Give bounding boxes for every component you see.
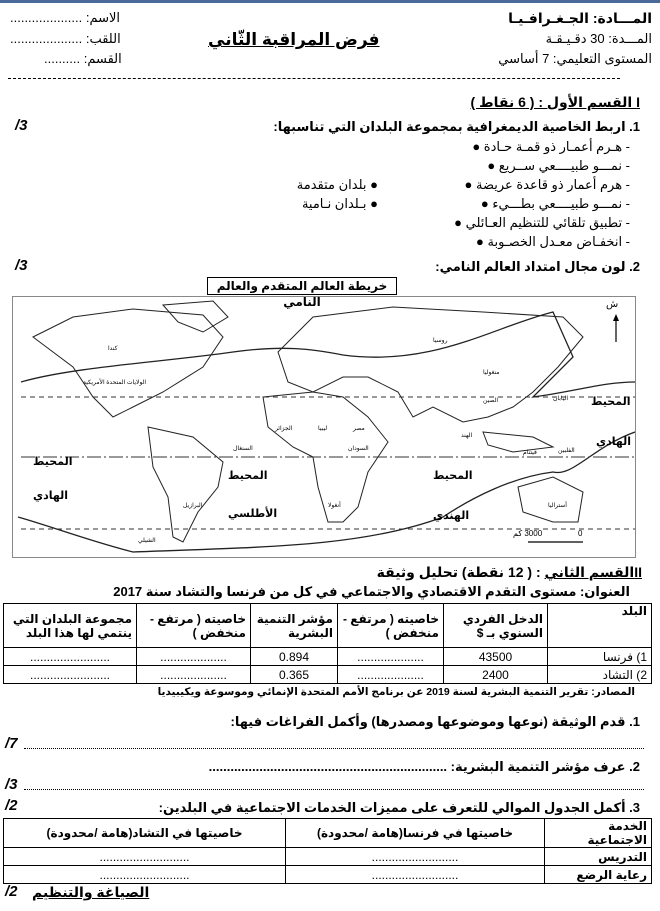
cell-blank[interactable]: .......................... <box>286 848 545 866</box>
label-india: الهند <box>461 433 473 439</box>
ocean-indian: الهندي <box>433 510 470 522</box>
table-row <box>4 648 652 666</box>
cell-country: 1) فرنسا <box>548 648 652 666</box>
cell-blank[interactable]: .................... <box>338 666 444 684</box>
ocean-atlantic: المحيط <box>228 470 268 482</box>
match-item[interactable]: - هرم أعمار ذو قاعدة عريضة ● <box>464 177 630 192</box>
label-senegal: السنغال <box>233 446 253 452</box>
label-chile: الشيلي <box>138 538 156 544</box>
north-america-shape <box>33 309 223 417</box>
match-target-developing[interactable]: ● بـلدان نـامية <box>301 196 378 211</box>
label-mongolia: منغوليا <box>483 370 500 376</box>
world-map[interactable] <box>12 296 636 558</box>
cell-service: التدريس <box>545 848 652 866</box>
th-hdi: مؤشر التنمية البشرية <box>251 604 338 648</box>
cell-country: 2) التشاد <box>548 666 652 684</box>
indonesia-shape <box>483 432 553 452</box>
match-item[interactable]: - انخفـاض معـدل الخصـوبة ● <box>476 234 630 249</box>
europe-asia-shape <box>278 307 583 422</box>
cell-blank[interactable]: ........................ <box>4 648 137 666</box>
th-country: البلد <box>548 604 652 648</box>
cell-blank[interactable]: ........................... <box>4 866 286 884</box>
s2-q2-text[interactable]: 2. عرف مؤشر التنمية البشرية: .................................................................. <box>208 759 640 774</box>
label-russia: روسيا <box>433 338 448 344</box>
s2-q1-text: 1. قدم الوثيقة (نوعها وموضوعها ومصدرها) وأكمل الفراغات فيها: <box>230 714 640 729</box>
footer-label: الصياغة والتنظيم <box>32 884 150 900</box>
th-france: خاصيتها في فرنسا(هامة /محدودة) <box>286 819 545 848</box>
cell-blank[interactable]: .................... <box>137 648 251 666</box>
divider <box>8 78 620 79</box>
label-canada: كندا <box>108 346 118 352</box>
class-field[interactable]: القسم: .......... <box>44 51 122 66</box>
name-field[interactable]: الاسم: .................... <box>10 10 121 25</box>
scale-label: 3000 كم <box>513 529 543 538</box>
cell-blank[interactable]: .................... <box>338 648 444 666</box>
cell-hdi: 0.894 <box>251 648 338 666</box>
label-vietnam: فيتنام <box>523 450 537 456</box>
footer-mark: /2 <box>5 883 18 900</box>
ocean-pacific-right: الهادي <box>596 436 632 448</box>
th-group: مجموعة البلدان التي ينتمي لها هذا البلد <box>4 604 137 648</box>
label-angola: أنغولا <box>328 503 341 509</box>
label-philippines: الفلبين <box>558 448 575 454</box>
cell-income: 2400 <box>444 666 548 684</box>
scale-zero: 0 <box>578 529 583 538</box>
ocean-pacific-right: المحيط <box>591 396 631 408</box>
development-table <box>3 603 652 684</box>
greenland-shape <box>163 301 228 332</box>
label-china: الصين <box>483 398 499 404</box>
label-algeria: الجزائر <box>275 426 293 432</box>
answer-line[interactable] <box>24 789 644 790</box>
south-america-shape <box>148 427 223 542</box>
cell-income: 43500 <box>444 648 548 666</box>
section2-label: IIالقسم الثاني <box>544 564 642 580</box>
q2-text: 2. لون مجال امتداد العالم النامي: <box>435 259 640 274</box>
section2-heading <box>377 564 642 581</box>
match-item[interactable]: - هـرم أعمـار ذو قمـة حـادة ● <box>472 139 630 154</box>
answer-line[interactable] <box>24 748 644 749</box>
services-table <box>3 818 652 884</box>
th-income: الدخل الفردي السنوي بـ $ <box>444 604 548 648</box>
match-item[interactable]: - نمـــو طبيــــعي بطـــيء ● <box>480 196 630 211</box>
label-japan: اليابان <box>553 396 569 402</box>
section1-heading: I القسم الأول : ( 6 نقاط ) <box>470 94 640 110</box>
cell-blank[interactable]: ........................ <box>4 666 137 684</box>
label-libya: ليبيا <box>318 426 328 432</box>
section2-rest: : ( 12 نقطة) تحليل وثيقة <box>376 564 541 580</box>
table-row <box>4 866 652 884</box>
th-income-trait: خاصيته ( مرتفع - منخفض ) <box>338 604 444 648</box>
s2-q3-text: 3. أكمل الجدول الموالي للتعرف على مميزات الخدمات الاجتماعية في البلدين: <box>158 800 640 815</box>
duration: المـــدة: 30 دقـيـقـة <box>545 31 652 46</box>
match-item[interactable]: - تطبيق تلقائي للتنظيم العـائلي ● <box>454 215 630 230</box>
th-hdi-trait: خاصيته ( مرتفع - منخفض ) <box>137 604 251 648</box>
s2-q1-mark: /7 <box>5 735 18 752</box>
ocean-indian: المحيط <box>433 470 473 482</box>
q2-mark: /3 <box>15 257 28 274</box>
surname-field[interactable]: اللقب: .................... <box>10 31 121 46</box>
q1-text: 1. اربط الخاصية الديمغرافية بمجموعة البلدان التي تناسبها: <box>273 119 640 134</box>
document-title: العنوان: مستوى التقدم الاقتصادي والاجتماعي في كل من فرنسا والتشاد سنة 2017 <box>113 584 630 599</box>
page-title: فرض المراقبة الثّاني <box>208 30 380 49</box>
level: المستوى التعليمي: 7 أساسي <box>498 51 652 66</box>
label-australia: أستراليا <box>548 503 567 509</box>
label-usa: الولايات المتحدة الأمريكية <box>83 380 147 386</box>
ocean-atlantic: الأطلسي <box>228 508 278 520</box>
ocean-pacific-left: المحيط <box>33 456 73 468</box>
table-row <box>4 666 652 684</box>
north-label: ش <box>606 299 619 310</box>
australia-shape <box>518 477 583 522</box>
label-sudan: السودان <box>348 446 369 452</box>
map-title: خريطة العالم المتقدم والعالم النامي <box>207 277 397 295</box>
s2-q2-mark: /3 <box>5 776 18 793</box>
subject: المـــادة: الجـغـرافـيـا <box>508 10 652 26</box>
top-border <box>0 0 660 3</box>
th-service: الخدمة الاجتماعية <box>545 819 652 848</box>
label-egypt: مصر <box>353 426 365 432</box>
north-arrow-head-icon <box>613 314 619 321</box>
cell-service: رعاية الرضع <box>545 866 652 884</box>
q1-mark: /3 <box>15 117 28 134</box>
table-row <box>4 848 652 866</box>
cell-blank[interactable]: ........................... <box>4 848 286 866</box>
match-item[interactable]: - نمـــو طبيــــعي ســريع ● <box>487 158 630 173</box>
cell-blank[interactable]: .......................... <box>286 866 545 884</box>
source: المصادر: تقرير التنمية البشرية لسنة 2019 عن برنامج الأمم المتحدة الإنمائي وموسوعة ويكيبيديا <box>157 686 635 698</box>
ocean-pacific-left: الهادي <box>33 490 69 502</box>
match-target-developed[interactable]: ● بلدان متقدمة <box>296 177 378 192</box>
cell-hdi: 0.365 <box>251 666 338 684</box>
label-brazil: البرازيل <box>183 503 203 509</box>
th-chad: خاصيتها في التشاد(هامة /محدودة) <box>4 819 286 848</box>
cell-blank[interactable]: .................... <box>137 666 251 684</box>
s2-q3-mark: /2 <box>5 797 18 814</box>
